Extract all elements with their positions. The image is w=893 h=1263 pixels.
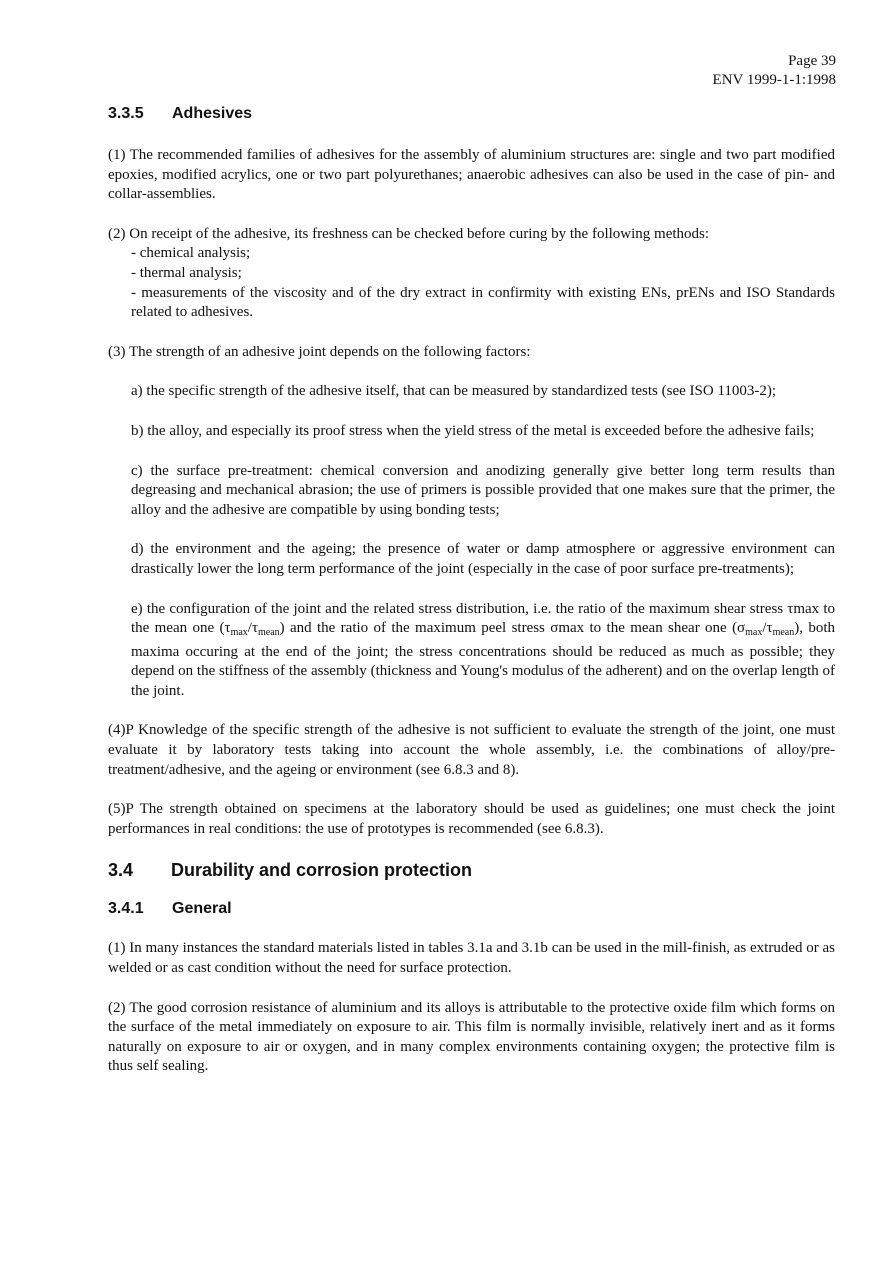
subscript: max [230,627,248,639]
factor-e-text: ), both maxima occuring at the end of the joint; the stress concentrations should be reduced as much as possible; they depend on the stiffness of the assembly (thickness and Young's modulus of the adherent) and on the overlap length of the joint. [131,620,836,699]
standard-reference: ENV 1999-1-1:1998 [712,72,836,88]
factor-a: a) the specific strength of the adhesive itself, that can be measured by standardized tests (see ISO 11003-2); [131,383,777,400]
paragraph-3-3-5-3-intro: (3) The strength of an adhesive joint depends on the following factors: [108,343,531,360]
paragraph-intro: (2) On receipt of the adhesive, its freshness can be checked before curing by the following methods: [108,225,710,242]
factor-e-text: /τ [762,620,773,637]
paragraph-3-4-1-1: (1) In many instances the standard materials listed in tables 3.1a and 3.1b can be used in the mill-finish, as extruded or as welded or as cast condition without the need for surface protection. [108,940,835,977]
paragraph-3-3-5-4P: (4)P Knowledge of the specific strength of the adhesive is not sufficient to evaluate the strength of the joint, one must evaluate it by laboratory tests taking into account the whole assembly, i.e. the combinations of alloy/pre-treatment/adhesive, and the ageing or environment (see 6.8.3 and 8). [108,722,835,778]
section-heading-3-4-1 [108,899,835,919]
subscript: mean [772,627,795,639]
list-item: - thermal analysis; [131,264,242,281]
section-heading-3-4 [108,859,835,881]
section-title: Durability and corrosion protection [171,860,473,881]
page-number: Page 39 [788,53,836,69]
paragraph-3-3-5-1: (1) The recommended families of adhesives for the assembly of aluminium structures are: single and two part modified epoxies, modified acrylics, one or two part polyurethanes; anaerobic adhesives can also be used in the case of pin- and collar-assemblies. [108,147,835,203]
factor-e [108,600,835,702]
factor-e-text: e) the configuration of the joint and the related stress distribution, i.e. the ratio of the maximum shear stress τmax to the mean one (τ [131,600,835,637]
section-title: Adhesives [172,105,253,122]
section-heading-3-3-5 [108,104,835,124]
paragraph-3-4-1-2: (2) The good corrosion resistance of aluminium and its alloys is attributable to the protective oxide film which forms on the surface of the metal immediately on exposure to air. This film is normally invisible, relatively inert and as it forms naturally on exposure to air or oxygen, and in many complex environments containing oxygen; the protective film is thus self sealing. [108,999,835,1075]
factor-d: d) the environment and the ageing; the presence of water or damp atmosphere or aggressive environment can drastically lower the long term performance of the joint (especially in the case of poor surface pre-treatments); [131,541,835,577]
paragraph-3-3-5-5P: (5)P The strength obtained on specimens at the laboratory should be used as guidelines; one must check the joint performances in real conditions: the use of prototypes is recommended (see 6.8.3). [108,801,835,837]
subscript: mean [257,627,280,639]
subscript: max [745,627,763,639]
list-item: - measurements of the viscosity and of the dry extract in confirmity with existing ENs, prENs and ISO Standards related to adhesives. [131,284,835,321]
section-title: General [172,900,232,918]
factor-e-text: /τ [247,620,258,637]
paragraph-3-3-5-2 [108,225,835,323]
section-number: 3.4.1 [108,900,144,918]
list-item: - chemical analysis; [131,245,251,262]
section-number: 3.4 [108,860,134,881]
page-header [713,52,836,90]
factor-c: c) the surface pre-treatment: chemical conversion and anodizing generally give better long term results than degreasing and mechanical abrasion; the use of primers is possible provided that one makes sure that the primer, the alloy and the adhesive are compatible by using bonding tests; [131,462,835,518]
page-content [108,104,835,1097]
factor-b: b) the alloy, and especially its proof stress when the yield stress of the metal is exceeded before the adhesive fails; [131,422,815,439]
section-number: 3.3.5 [108,105,144,122]
factor-e-text: ) and the ratio of the maximum peel stress σmax to the mean shear one (σ [279,620,746,637]
